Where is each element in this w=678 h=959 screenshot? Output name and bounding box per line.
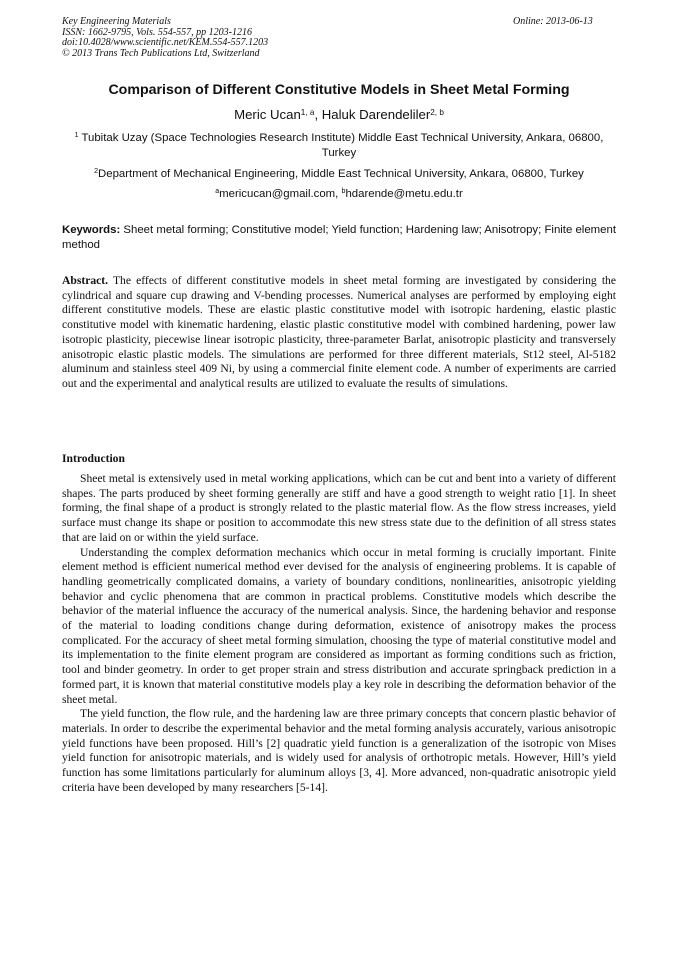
- email-a-marker: a: [215, 188, 220, 196]
- affiliation-2: [62, 167, 616, 182]
- author-1-marker: 1, a: [300, 107, 315, 117]
- email-a[interactable]: mericucan@gmail.com: [219, 188, 336, 200]
- author-separator: ,: [314, 107, 322, 122]
- paragraph: The yield function, the flow rule, and the hardening law are three primary concepts that concern plastic behavior of materials. In order to describe the experimental behavior and the metal forming analysis accurately, various anisotropic yield functions have been proposed. Hill’s [2] quadratic yield function is a generalization of the isotropic von Mises yield function for anisotropic materials, and is widely used for analysis of orthotropic metals. However, Hill’s yield function has some limitations particularly for aluminum alloys [3, 4]. More advanced, non-quadratic anisotropic yield criteria have been developed by many researchers [5-14].: [62, 707, 616, 794]
- abstract-label: Abstract.: [62, 274, 109, 287]
- affiliation-1: [62, 131, 616, 160]
- journal-issn: ISSN: 1662-9795, Vols. 554-557, pp 1203-1216: [62, 26, 252, 38]
- abstract-text: The effects of different constitutive models in sheet metal forming are investigated by considering the cylindrical and square cup drawing and V-bending processes. Numerical analyses are performed by employing eight different constitutive models. These are elastic plastic constitutive model with isotropic hardening, elastic plastic constitutive model with kinematic hardening, elastic plastic constitutive model with combined hardening, power law isotropic plasticity, piecewise linear isotropic plasticity, three-parameter Barlat, anisotropic plasticity and transversely anisotropic elastic plastic models. The simulations are performed for three different materials, St12 steel, Al-5182 aluminum and stainless steel 409 Ni, by using a commercial finite element code. A number of experiments are carried out and the experimental and analytical results are utilized to evaluate the results of simulations.: [62, 274, 616, 390]
- journal-header: [62, 17, 268, 59]
- paragraph: Understanding the complex deformation mechanics which occur in metal forming is crucially important. Finite element method is efficient numerical method ever devised for the analysis of engineering problems. It is capable of handling geometrically complicated domains, a variety of boundary conditions, nonlinearities, anisotropic yielding behavior and cyclic phenomena that are common in practical problems. Constitutive models which describe the behavior of the material influence the accuracy of the numerical analysis. Since, the hardening behavior and response of the material to loading conditions change during deformation, existence of anisotropy makes the process complicated. For the accuracy of sheet metal forming simulation, choosing the type of material constitutive model and its implementation to the finite element program are considered as important as forming conditions such as friction, tool and binder geometry. In order to get proper strain and stress distribution and accurate springback prediction in a formed part, it is known that material constitutive models play a key role in describing the deformation behavior of the sheet metal.: [62, 545, 616, 706]
- paragraph: Sheet metal is extensively used in metal working applications, which can be cut and bent into a variety of different shapes. The parts produced by sheet forming generally are stiff and have a good strength to weight ratio [1]. In sheet forming, the final shape of a product is strongly related to the plastic material flow. As the flow stress increases, yield surface must change its shape or position to accommodate this new stress state due to the definition of all stress states that are laid on or within the yield surface.: [62, 472, 616, 544]
- introduction-body: [62, 472, 616, 795]
- author-2-marker: 2, b: [430, 107, 444, 117]
- author-1-name: Meric Ucan: [234, 107, 301, 122]
- email-separator: ,: [335, 188, 342, 200]
- affiliation-2-text: Department of Mechanical Engineering, Middle East Technical University, Ankara, 06800, Turkey: [98, 168, 584, 180]
- paper-title: Comparison of Different Constitutive Models in Sheet Metal Forming: [108, 82, 570, 98]
- abstract-block: [62, 274, 616, 392]
- journal-doi: doi:10.4028/www.scientific.net/KEM.554-557.1203: [62, 37, 269, 49]
- email-b[interactable]: hdarende@metu.edu.tr: [345, 188, 463, 200]
- affiliation-1-text: Tubitak Uzay (Space Technologies Research Institute) Middle East Technical University, Ankara, 06800, Turkey: [78, 132, 604, 159]
- email-line: [62, 187, 616, 202]
- affiliation-1-marker: 1: [74, 132, 79, 140]
- section-heading-introduction: Introduction: [62, 452, 125, 465]
- keywords-label: Keywords:: [62, 224, 121, 236]
- author-line: [62, 106, 616, 123]
- journal-name: Key Engineering Materials: [62, 16, 171, 27]
- affiliation-2-marker: 2: [94, 168, 99, 176]
- keywords-block: [62, 223, 616, 253]
- email-b-marker: b: [341, 188, 346, 196]
- journal-copyright: © 2013 Trans Tech Publications Ltd, Switzerland: [62, 47, 260, 59]
- online-date: Online: 2013-06-13: [513, 16, 593, 27]
- keywords-text: Sheet metal forming; Constitutive model; Yield function; Hardening law; Anisotropy; Finite element method: [62, 224, 616, 251]
- author-2-name: Haluk Darendeliler: [321, 107, 431, 122]
